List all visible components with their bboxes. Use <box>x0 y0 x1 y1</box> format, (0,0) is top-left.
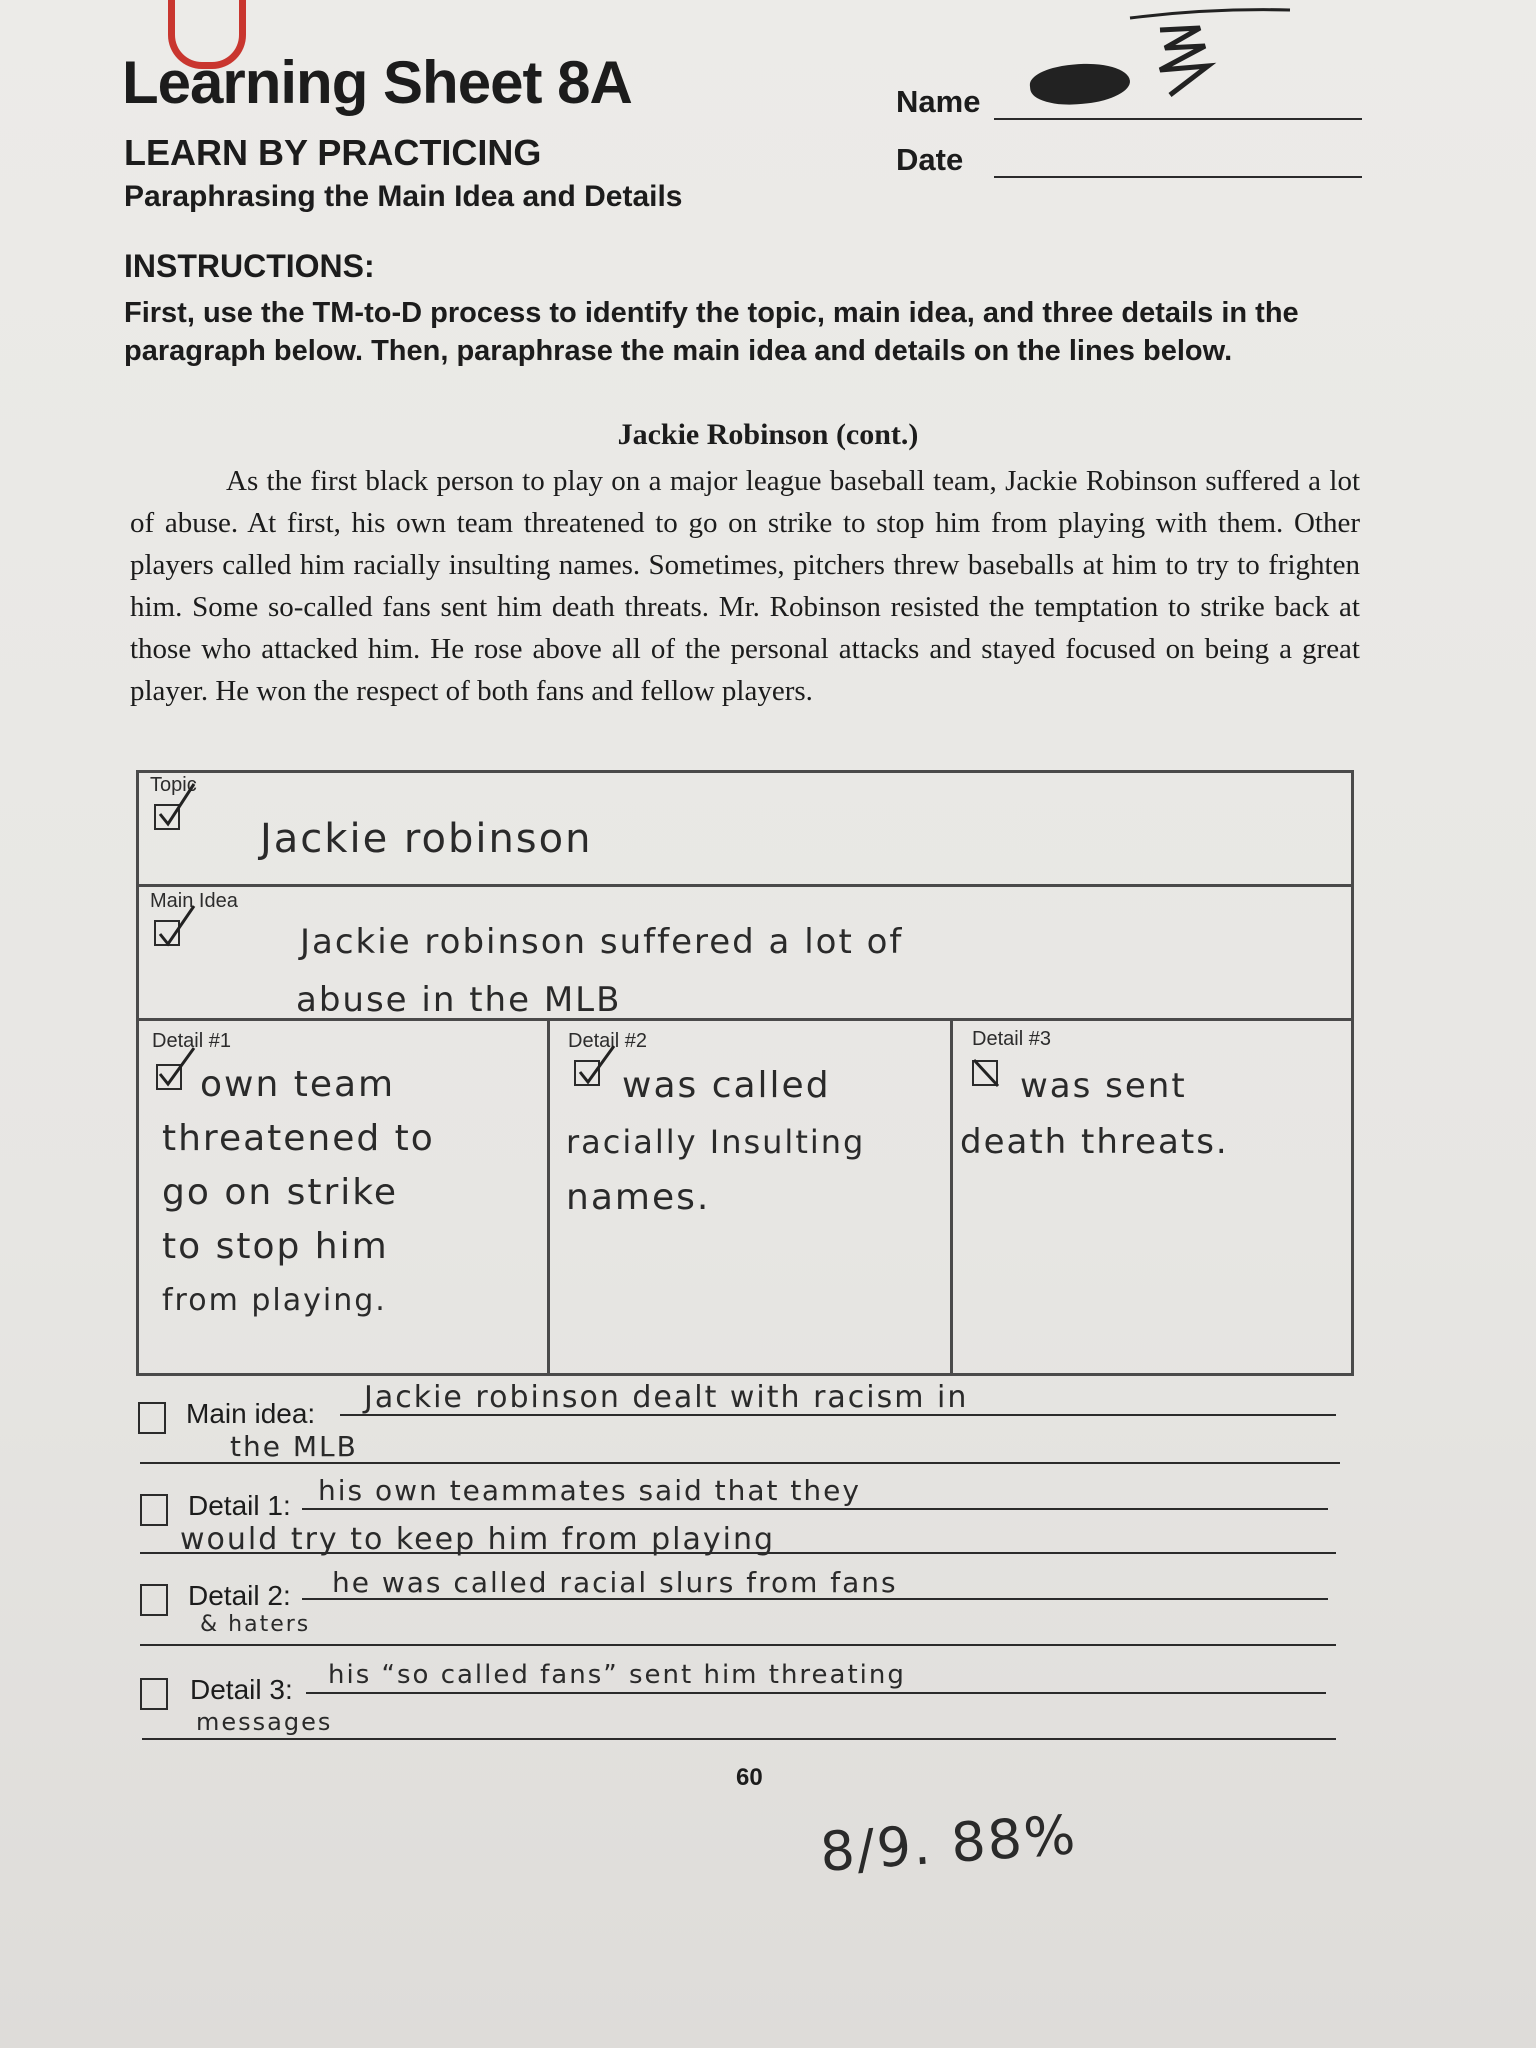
grade-mark: 8/9. 88% <box>818 1803 1080 1884</box>
paraphrase-d1-checkbox[interactable] <box>140 1494 168 1526</box>
main-idea-answer-line2: abuse in the MLB <box>296 980 622 1020</box>
detail1-answer-line: threatened to <box>162 1118 435 1159</box>
paraphrase-d1-text2: would try to keep him from playing <box>180 1522 776 1557</box>
detail1-answer <box>162 1058 435 1328</box>
date-label: Date <box>896 142 964 177</box>
paraphrase-d2-text1: he was called racial slurs from fans <box>332 1566 898 1599</box>
instructions-text: First, use the TM-to-D process to identify the topic, main idea, and three details in the paragraph below. Then, paraphrase the main idea and details on the lines below. <box>124 297 1299 367</box>
main-idea-answer-line1: Jackie robinson suffered a lot of <box>300 922 904 962</box>
paraphrase-d2-line2 <box>140 1644 1336 1646</box>
detail2-answer-line: was called <box>622 1065 831 1106</box>
page-number: 60 <box>736 1764 763 1791</box>
detail1-answer-line: from playing. <box>162 1283 387 1318</box>
detail1-answer-line: to stop him <box>162 1226 389 1267</box>
paraphrase-d2-text2: & haters <box>200 1612 311 1637</box>
paraphrase-d3-line2 <box>142 1738 1336 1740</box>
detail2-answer-line: names. <box>566 1177 711 1218</box>
organizer-divider-topic <box>136 884 1354 887</box>
sheet-title: Learning Sheet 8A <box>122 49 632 116</box>
detail1-answer-line: own team <box>200 1064 396 1105</box>
paraphrase-d1-text1: his own teammates said that they <box>318 1474 861 1507</box>
paraphrase-main-text2: the MLB <box>230 1430 358 1463</box>
name-scribble-icon <box>1120 0 1300 110</box>
organizer-divider-col2 <box>950 1018 953 1376</box>
paraphrase-d1-line1 <box>302 1508 1328 1510</box>
main-idea-check-icon <box>150 898 210 954</box>
paraphrase-d2-label: Detail 2: <box>188 1580 291 1611</box>
sheet-subheading: Paraphrasing the Main Idea and Details <box>124 180 683 213</box>
paraphrase-d3-text1: his “so called fans” sent him threating <box>328 1660 906 1690</box>
instructions-heading: INSTRUCTIONS: <box>124 248 375 284</box>
paraphrase-d1-label: Detail 1: <box>188 1490 291 1521</box>
paraphrase-main-label: Main idea: <box>186 1398 316 1429</box>
name-label: Name <box>896 84 981 119</box>
name-line[interactable] <box>994 118 1362 120</box>
topic-label: Topic <box>150 774 197 796</box>
name-redaction <box>1028 59 1132 109</box>
paraphrase-d3-label: Detail 3: <box>190 1674 293 1705</box>
paraphrase-d2-checkbox[interactable] <box>140 1584 168 1616</box>
paraphrase-d3-line1 <box>306 1692 1326 1694</box>
paraphrase-d3-checkbox[interactable] <box>140 1678 168 1710</box>
topic-answer: Jackie robinson <box>260 816 593 862</box>
detail3-answer <box>960 1058 1229 1170</box>
detail2-label: Detail #2 <box>568 1030 647 1052</box>
topic-check-icon <box>150 778 210 834</box>
paraphrase-main-checkbox[interactable] <box>138 1402 166 1434</box>
date-line[interactable] <box>994 176 1362 178</box>
sheet-subtitle: LEARN BY PRACTICING <box>124 132 542 173</box>
paraphrase-main-text1: Jackie robinson dealt with racism in <box>364 1380 969 1415</box>
main-idea-label: Main Idea <box>150 890 238 912</box>
passage-title: Jackie Robinson (cont.) <box>617 418 919 451</box>
detail2-answer <box>566 1058 865 1226</box>
detail1-answer-line: go on strike <box>162 1172 398 1213</box>
detail1-label: Detail #1 <box>152 1030 231 1052</box>
detail3-answer-line: was sent <box>1020 1066 1187 1106</box>
detail3-answer-line: death threats. <box>960 1122 1229 1162</box>
paraphrase-d3-text2: messages <box>196 1708 333 1736</box>
detail3-label: Detail #3 <box>972 1028 1051 1050</box>
passage-body: As the first black person to play on a major league baseball team, Jackie Robinson suffered a lot of abuse. At first, his own team threatened to go on strike to stop him from playing with them. Other players called him racially insulting names. Sometimes, pitchers threw baseballs at him to try to frighten him. Some so-called fans sent him death threats. Mr. Robinson resisted the temptation to strike back at those who attacked him. He rose above all of the personal attacks and stayed focused on being a great player. He won the respect of both fans and fellow players. <box>130 465 1360 707</box>
organizer-divider-col1 <box>547 1018 550 1376</box>
detail2-answer-line: racially Insulting <box>566 1123 866 1161</box>
